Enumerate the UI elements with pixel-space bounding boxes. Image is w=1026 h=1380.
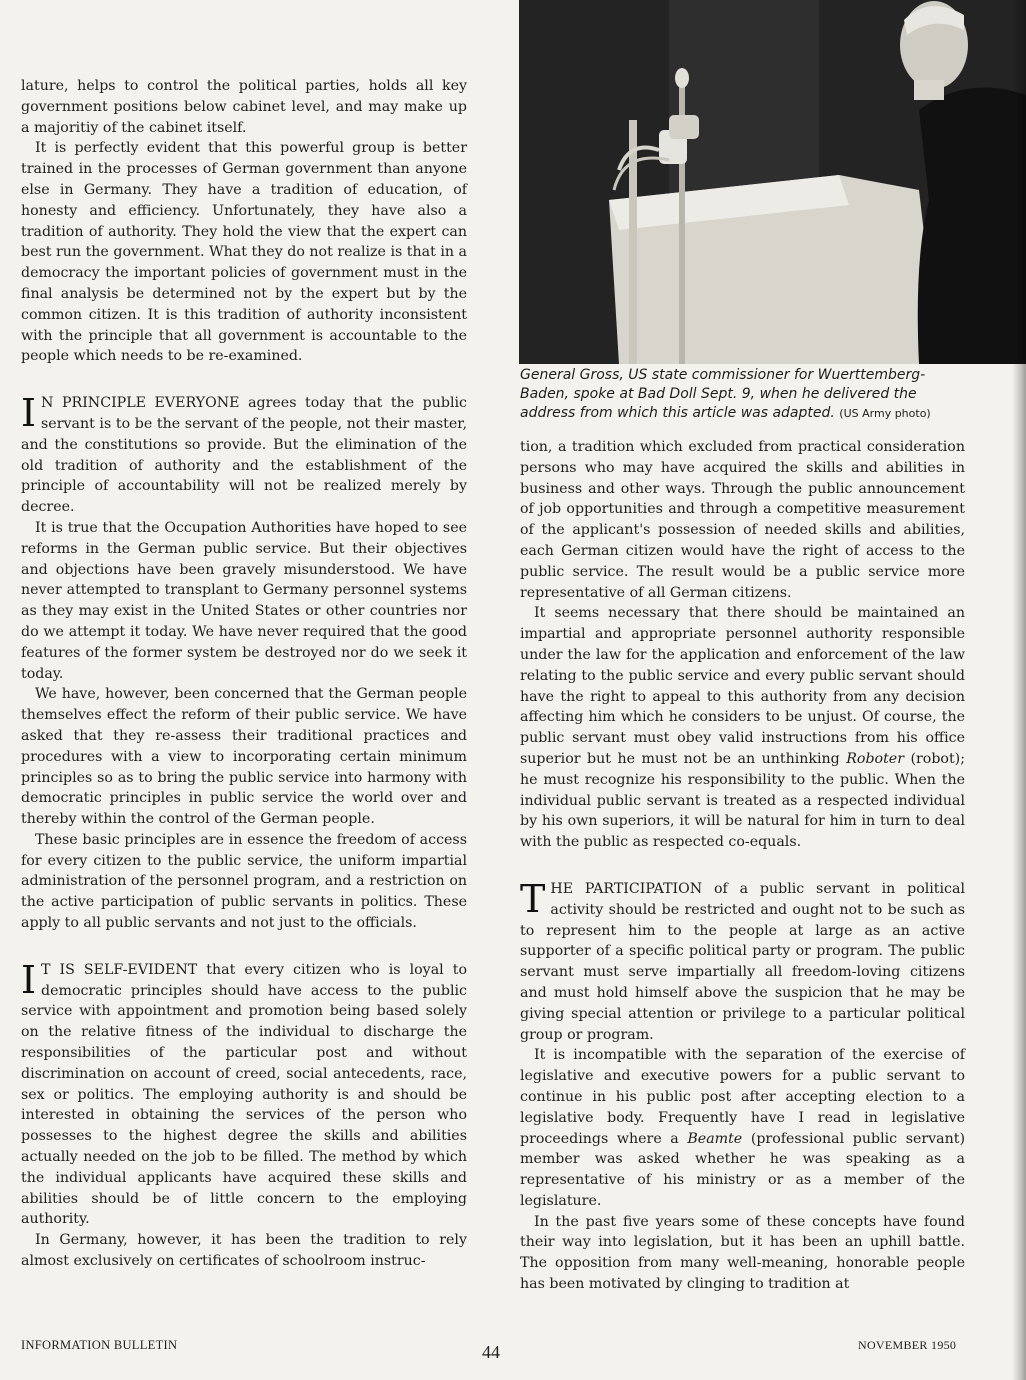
section-paragraph: I T IS SELF-EVIDENT that every citizen who is loyal to democratic principles should have access to the public service with appointment and promotion being based solely on the relative fitness of the individual to discharge the responsibilities of the particular post and without discrimination on account of creed, social antecedents, race, sex or politics. The employing authority is and should be interested in obtaining the services of the person who possesses to the highest degree the skills and abilities actually needed on the job to be filled. The method by which the individual applicants have acquired these skills and abilities should be of little concern to the employing authority.	[21, 957, 467, 1228]
speaker-photo	[519, 0, 1026, 364]
section-lead-in: T IS SELF-EVIDENT	[41, 961, 198, 978]
section-paragraph: THE PARTICIPATION of a public servant in political activity should be restricted and ought not to be such as to represent him to the people at large as an active supporter of a specific political party or program. The public servant must serve impartially all freedom-loving citizens and must hold himself above the suspicion that he may be giving special attention or privilege to a particular political group or program.	[520, 876, 965, 1043]
speaker-figure	[918, 88, 1026, 365]
emphasis: Roboter	[846, 750, 904, 767]
drop-cap: T	[520, 876, 546, 921]
left-text-column	[21, 76, 467, 1272]
section-lead-in: N PRINCIPLE EVERYONE	[41, 395, 240, 412]
microphone	[675, 68, 689, 88]
paragraph: These basic principles are in essence the freedom of access for every citizen to the public service, the uniform impartial administration of the personnel program, and a restriction on the active participation of public servants in politics. These apply to all public servants and not just to the officials.	[21, 831, 467, 932]
paragraph: lature, helps to control the political parties, holds all key government positions below cabinet level, and may make up a majoritiy of the cabinet itself.	[21, 78, 467, 136]
section-paragraph: I N PRINCIPLE EVERYONE agrees today that the public servant is to be the servant of the people, not their master, and the constitutions so provide. But the elimination of the old tradition of authority and the establishment of the principle of accountability will not be realized merely by decree.	[21, 391, 467, 516]
emphasis: Beamte	[687, 1130, 743, 1147]
issue-date: NOVEMBER 1950	[858, 1338, 957, 1352]
page-number: 44	[482, 1342, 500, 1362]
microphone-stand	[629, 120, 637, 364]
paragraph: It is perfectly evident that this powerful group is better trained in the processes of German government than anyone else in Germany. They have a tradition of education, of honesty and efficiency. Unfortunately, they have also a tradition of authority. They hold the view that the expert can best run the government. What they do not realize is that in a democracy the important policies of government must in the final analysis be determined not by the expert but by the common citizen. It is this tradition of authority inconsistent with the principle that all government is accountable to the people which needs to be re-examined.	[21, 140, 467, 365]
publication-name: INFORMATION BULLETIN	[21, 1338, 178, 1352]
paragraph: We have, however, been concerned that the German people themselves effect the reform of their public service. We have asked that they re-assess their traditional practices and procedures with a view to incorporating certain minimum principles so as to bring the public service into harmony with democratic principles in public service the world over and thereby within the control of the German people.	[21, 686, 467, 828]
photo-caption	[520, 366, 966, 423]
paragraph: In the past five years some of these concepts have found their way into legislation, but it has been an uphill battle. The opposition from many well-meaning, honorable people has been motivated by clinging to tradition at	[520, 1213, 965, 1293]
page-edge-shadow	[1012, 0, 1026, 1380]
photo-illustration	[519, 0, 1026, 364]
caption-text: General Gross, US state commissioner for Wuerttemberg-Baden, spoke at Bad Doll Sept. 9, when he delivered the address from which this article was adapted.	[520, 367, 926, 421]
right-text-column	[520, 437, 965, 1295]
drop-cap: I	[21, 957, 37, 1002]
paragraph: It is incompatible with the separation of the exercise of legislative and executive powers for a public servant to continue in his public post after accepting election to a legislative body. Frequently have I read in legislative proceedings where a Beamte (professional public servant) member was asked whether he was speaking as a representative of his ministry or as a member of the legislature.	[520, 1047, 965, 1209]
drop-cap: I	[21, 391, 37, 436]
paragraph: It is true that the Occupation Authorities have hoped to see reforms in the German public service. But their objectives and objections have been gravely misunderstood. We have never attempted to transplant to Germany personnel systems as they may exist in the United States or other countries nor do we attempt it today. We have never required that the good features of the former system be destroyed nor do we seek it today.	[21, 519, 467, 682]
paragraph: In Germany, however, it has been the tradition to rely almost exclusively on certificates of schoolroom instruc-	[21, 1232, 467, 1270]
paragraph: It seems necessary that there should be maintained an impartial and appropriate personnel authority responsible under the law for the application and enforcement of the law relating to the public service and every public servant should have the right to appeal to this authority from any decision affecting him which he considers to be unjust. Of course, the public servant must obey valid instructions from his office superior but he must not be an unthinking Roboter (robot); he must recognize his responsibility to the public. When the individual public servant is treated as a respected individual by his own superiors, it will be natural for him in turn to deal with the public as respected co-equals.	[520, 605, 965, 851]
photo-credit: (US Army photo)	[839, 406, 931, 420]
paragraph: tion, a tradition which excluded from practical consideration persons who may have acquired the skills and abilities in business and other ways. Through the public announcement of job opportunities and through a competitive measurement of the applicant's possession of needed skills and abilities, each German citizen would have the right of access to the public service. The result would be a public service more representative of all German citizens.	[520, 439, 965, 601]
section-lead-in: HE PARTICIPATION	[550, 880, 703, 897]
